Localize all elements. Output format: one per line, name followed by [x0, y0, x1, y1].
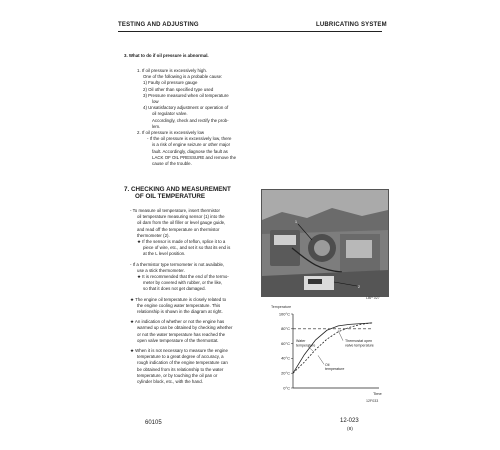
section3-line: 2. If oil pressure is excessively low [137, 130, 205, 135]
y-tick-label: 80°C [281, 326, 290, 332]
section7-title-line1: 7. CHECKING AND MEASUREMENT [124, 186, 231, 193]
y-tick-label: 100°C [278, 311, 290, 317]
header-rule [118, 31, 382, 32]
section7-line: open valve temperature of the thermostat. [137, 337, 219, 343]
section7-line: ★ It is recommended that the end of the termo- [137, 274, 229, 279]
section3-line: One of the following is a probable cause: [143, 74, 223, 80]
section3-line: 4) Unsatisfactory adjustment or operation of [143, 105, 229, 111]
section3-line: - If the oil pressure is excessively low, there [147, 136, 232, 142]
section7-line: use a stick thermometer. [137, 267, 185, 273]
section3-line: low [152, 99, 159, 104]
water-temperature-line [293, 323, 372, 373]
section7-line: so that it does not get damaged. [143, 286, 206, 292]
section7-line: piece of wire, etc., and set it so that its end is [143, 245, 231, 251]
y-tick-label: 40°C [281, 355, 290, 361]
leader-oil [318, 355, 324, 364]
section3-line: lem. [152, 123, 161, 129]
page-revision: (8) [347, 427, 353, 432]
section7-line: ★ The engine oil temperature is closely related to [130, 296, 227, 302]
section3-line: 1. If oil pressure is excessively high. [137, 68, 208, 73]
section7-line: the engine cooling water temperature. This [137, 302, 221, 308]
section3-line: is a risk of engine seizure or other major [152, 142, 231, 148]
section3-line: cause of the trouble. [152, 161, 192, 166]
section3-line: 3) Pressure measured when oil temperature [143, 92, 229, 98]
section7-title-line2: OF OIL TEMPERATURE [135, 193, 206, 200]
section3-line: oil regulator valve. [152, 111, 188, 117]
temperature-chart [271, 310, 386, 398]
photo-label-1: 1 [295, 220, 297, 224]
section7-line: meter by covered with rubber, or the like, [143, 280, 223, 286]
measurement-photo [261, 189, 389, 297]
section3-line: 1) Faulty oil pressure gauge [143, 80, 198, 86]
diagram-ylabel: Temperature [271, 305, 292, 309]
section7-line: ★ An indication of whether or not the engine has [130, 319, 225, 325]
photo-label-2: 2 [358, 285, 360, 289]
section3-line: 2) Oil other than specified type used [143, 86, 214, 92]
section7-line: temperature to a great degree of accuracy, a [137, 354, 224, 360]
section7-line: at the L level position. [143, 251, 186, 257]
section3-line: fault. Accordingly, diagnose the fault as [152, 148, 228, 154]
y-tick-label: 0°C [283, 385, 290, 391]
section7-line: be obtained from its relationship to the water [137, 366, 224, 372]
oil-temperature-line [293, 323, 372, 373]
section3-line: Accordingly, check and rectify the prob- [152, 117, 229, 123]
section7-line: and read off the temperature on thermistor [137, 226, 220, 232]
section7-line: - To measure oil temperature, insert thermistor [130, 208, 220, 213]
label-water: Water temperature [296, 339, 316, 348]
section7-line: oil temperature measuring sensor (1) into the [137, 214, 225, 220]
section7-line: relationship is shown in the diagram at right. [137, 309, 223, 314]
section7-line: thermometer (2). [137, 232, 170, 238]
x-axis-label: Time [373, 391, 382, 396]
section3-line: LACK OF OIL PRESSURE and remove the [152, 154, 237, 160]
section7-line: ★ When it is not necessary to measure the engine [130, 348, 228, 353]
page-number: 12-023 [340, 418, 359, 424]
label-oil: Oil temperature [325, 362, 345, 371]
section7-line: ★ If the sensor is made of teflon, splice it to a [137, 239, 226, 244]
section7-line: warmed up can be obtained by checking whether [137, 325, 233, 331]
photo-code: LBP 027 [366, 296, 380, 300]
header-left: TESTING AND ADJUSTING [118, 22, 199, 28]
label-thermostat: Thermostat open valve temperature [345, 339, 374, 348]
header-right: LUBRICATING SYSTEM [316, 22, 387, 28]
section7-line: - If a thermistor type termometer is not available, [130, 261, 225, 267]
diagram-code: 12F033 [366, 399, 379, 403]
footer-left: 60105 [145, 420, 162, 426]
section7-line: temperature, or by touching the oil pan or [137, 372, 218, 378]
leader-thermostat [338, 330, 343, 340]
section3-title: 3. What to do if oil pressure is abnormal. [124, 53, 209, 58]
section7-line: oil dam from the oil filler or level gauge guide, [137, 220, 226, 226]
section7-line: cylinder block, etc., with the hand. [137, 379, 203, 384]
y-tick-label: 20°C [281, 370, 290, 376]
section7-line: rough indication of the engine temperature can [137, 360, 228, 366]
section7-line: or not the water temperature has reached the [137, 331, 226, 337]
y-tick-label: 60°C [281, 340, 290, 346]
